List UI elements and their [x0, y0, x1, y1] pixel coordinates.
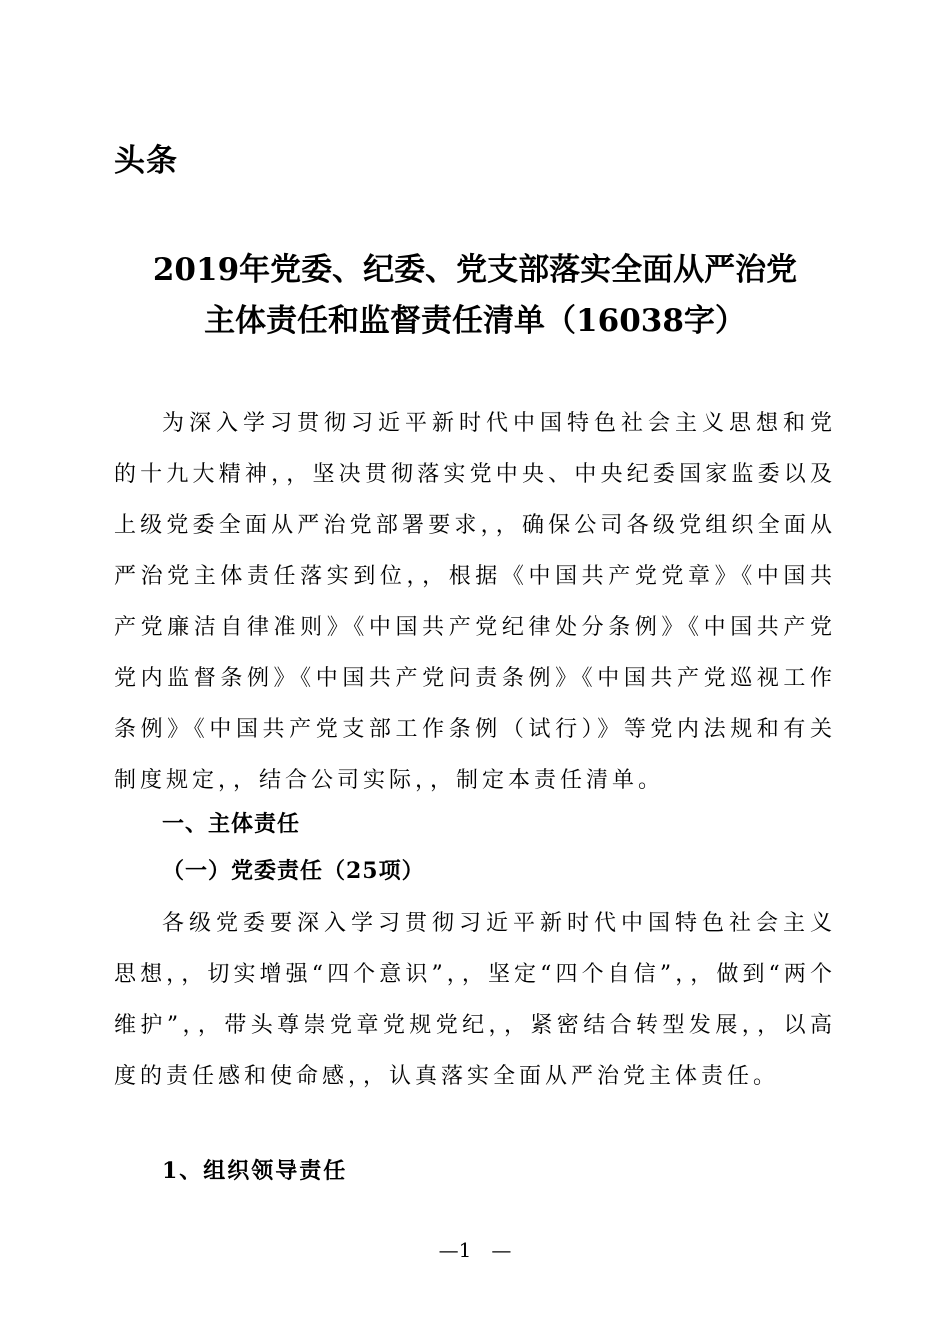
page-number: —1 — — [438, 1238, 512, 1262]
section-heading-main-responsibility: 一、主体责任 — [162, 812, 301, 837]
document-title-line-1: 2019年党委、纪委、党支部落实全面从严治党 — [152, 252, 798, 288]
header-tag: 头条 — [114, 143, 178, 179]
document-title-line-2: 主体责任和监督责任清单（16038字） — [204, 303, 746, 339]
subsection-heading-party-committee: （一）党委责任（25项） — [162, 858, 425, 884]
body-paragraph: 各级党委要深入学习贯彻习近平新时代中国特色社会主义思想，，切实增强“四个意识”，，坚定“四个自信”，，做到“两个维护”，，带头尊崇党章党规党纪，，紧密结合转型发展，，以高度的责任感和使命感，，认真落实全面从严治党主体责任。 — [114, 911, 836, 1089]
intro-paragraph: 为深入学习贯彻习近平新时代中国特色社会主义思想和党的十九大精神，，坚决贯彻落实党中央、中央纪委国家监委以及上级党委全面从严治党部署要求，，确保公司各级党组织全面从严治党主体责任落实到位，，根据《中国共产党党章》《中国共产党廉洁自律准则》《中国共产党纪律处分条例》《中国共产党党内监督条例》《中国共产党问责条例》《中国共产党巡视工作条例》《中国共产党支部工作条例（试行）》等党内法规和有关制度规定，，结合公司实际，，制定本责任清单。 — [114, 411, 836, 793]
item-heading-organizational-leadership: 1、组织领导责任 — [162, 1158, 348, 1184]
